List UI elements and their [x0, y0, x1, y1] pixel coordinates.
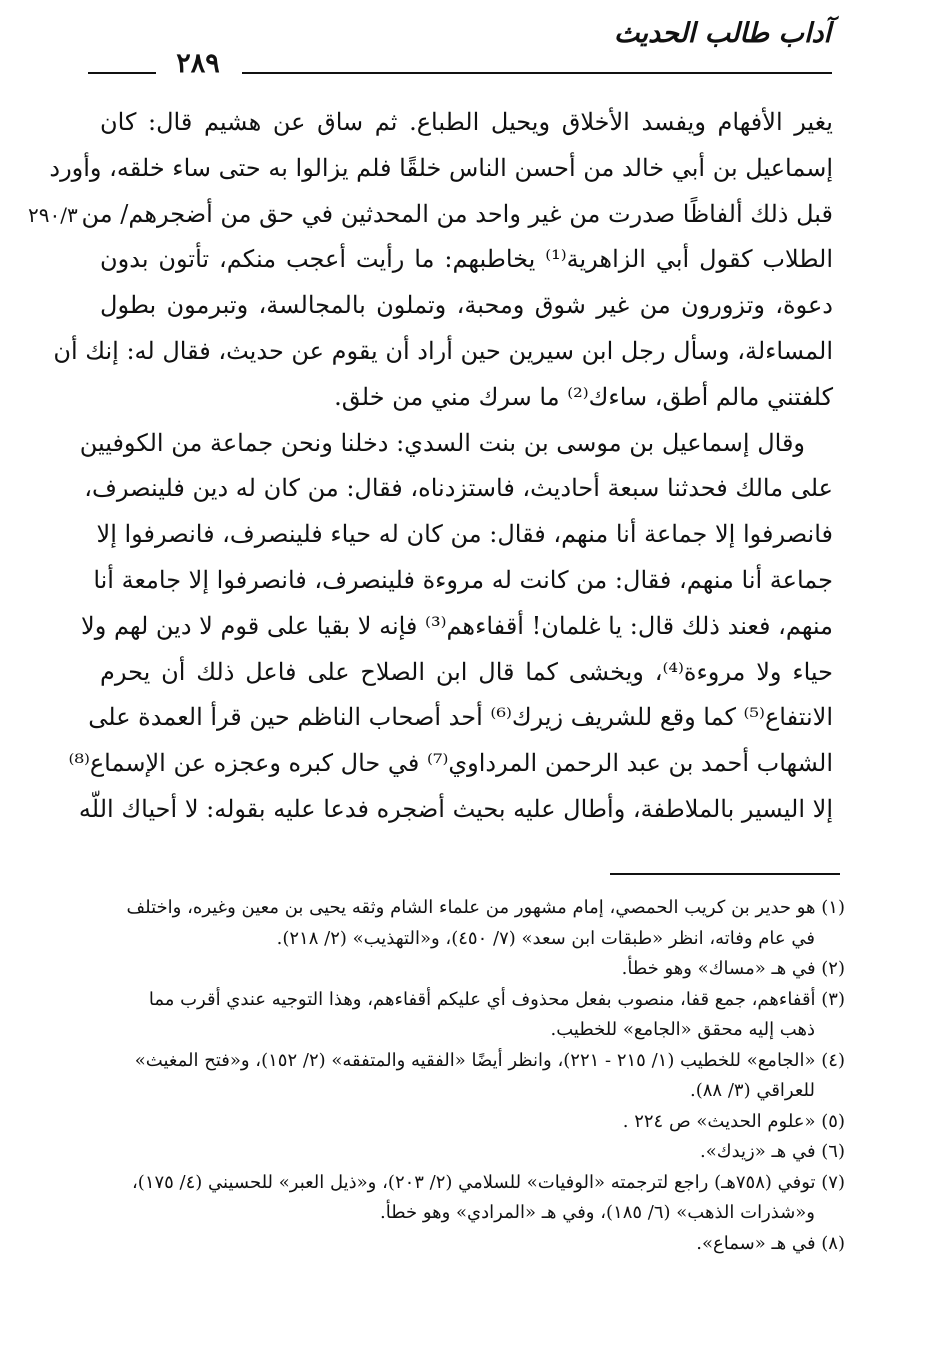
footnote-4: (٤) «الجامع» للخطيب (١/ ٢١٥ - ٢٢١)، وانظر أيضًا «الفقيه والمتفقه» (٢/ ١٥٢)، و«فتح المغيث» — [134, 1049, 845, 1071]
text-line: يغير الأفهام ويفسد الأخلاق ويحيل الطباع. ثم ساق عن هشيم قال: كان — [100, 108, 833, 136]
footnote-rule — [610, 873, 840, 875]
text-line: إلا اليسير بالملاطفة، وأطال عليه بحيث أضجره فدعا عليه بقوله: لا أحياك اللّه — [78, 794, 833, 823]
text-line: منهم، فعند ذلك قال: يا غلمان! أقفاءهم⁽³⁾ فإنه لا بقيا على قوم لا دين لهم ولا — [81, 611, 833, 640]
running-title: آداب طالب الحديث — [613, 18, 831, 49]
text-line: كلفتني مالم أطق، ساءك⁽²⁾ ما سرك مني من خلق. — [334, 382, 833, 411]
footnotes — [100, 893, 845, 1259]
text-line: الشهاب أحمد بن عبد الرحمن المرداوي⁽⁷⁾ في حال كبره وعجزه عن الإسماع⁽⁸⁾ — [68, 749, 833, 778]
footnote-3: (٣) أقفاءهم، جمع قفا، منصوب بفعل محذوف أي عليكم أقفاءهم، وهذا التوجيه عندي أقرب مما — [148, 988, 845, 1010]
header-rule — [242, 72, 832, 74]
footnote-8: (٨) في هـ «سماع». — [696, 1232, 845, 1254]
margin-note: ٢٩٠/٣ — [28, 203, 78, 227]
text-line: وقال إسماعيل بن موسى بن بنت السدي: دخلنا ونحن جماعة من الكوفيين — [79, 428, 805, 457]
footnote-6: (٦) في هـ «زيدك». — [700, 1141, 845, 1162]
footnote-1: (١) هو حدير بن كريب الحمصي، إمام مشهور من علماء الشام وثقه يحيى بن معين وغيره، واختلف — [126, 897, 845, 918]
footnote-5: (٥) «علوم الحديث» ص ٢٢٤ . — [622, 1110, 845, 1132]
text-line: الطلاب كقول أبي الزاهرية⁽¹⁾ يخاطبهم: ما رأيت أعجب منكم، تأتون بدون — [100, 245, 833, 274]
text-line: فانصرفوا إلا جماعة أنا منهم، فقال: من كان له حياء فلينصرف، فانصرفوا إلا — [96, 520, 833, 549]
text-line: جماعة أنا منهم، فقال: من كانت له مروءة فلينصرف، فانصرفوا إلا جامعة أنا — [93, 565, 833, 594]
footnote-2: (٢) في هـ «مساك» وهو خطأ. — [621, 958, 845, 979]
header-rule-short — [88, 72, 156, 74]
text-line: دعوة، وتزورون من غير شوق ومحبة، وتملون بالمجالسة، وتبرمون بطول — [100, 291, 833, 320]
footnote-4-cont: للعراقي (٣/ ٨٨). — [690, 1080, 815, 1101]
text-line: على مالك فحدثنا سبعة أحاديث، فاستزدناه، فقال: من كان له دين فلينصرف، — [84, 474, 833, 503]
footnote-7: (٧) توفي (٧٥٨هـ) راجع لترجمته «الوفيات» للسلامي (٢/ ٢٠٣)، و«ذيل العبر» للحسيني (٤/ ١٧٥)، — [131, 1171, 845, 1193]
footnote-3-cont: ذهب إليه محقق «الجامع» للخطيب. — [550, 1019, 815, 1040]
page-number: ٢٨٩ — [176, 48, 220, 79]
footnote-1-cont: في عام وفاته، انظر «طبقات ابن سعد» (٧/ ٤٥٠)، و«التهذيب» (٢/ ٢١٨). — [276, 927, 815, 949]
text-line: الانتفاع⁽⁵⁾ كما وقع للشريف زيرك⁽⁶⁾ أحد أصحاب الناظم حين قرأ العمدة على — [88, 703, 833, 732]
footnote-7-cont: و«شذرات الذهب» (٦/ ١٨٥)، وفي هـ «المرادي» وهو خطأ. — [380, 1202, 815, 1223]
text-line: حياء ولا مروءة⁽⁴⁾، ويخشى كما قال ابن الصلاح على فاعل ذلك أن يحرم — [100, 657, 833, 686]
text-line: قبل ذلك ألفاظًا صدرت من غير واحد من المحدثين في حق من أضجرهم/ من — [81, 199, 833, 228]
text-line: المساءلة، وسأل رجل ابن سيرين حين أراد أن يقوم عن حديث، فقال له: إنك أن — [53, 336, 833, 365]
text-line: إسماعيل بن أبي خالد من أحسن الناس خلقًا فلم يزالوا به حتى ساء خلقه، وأورد — [49, 153, 833, 182]
